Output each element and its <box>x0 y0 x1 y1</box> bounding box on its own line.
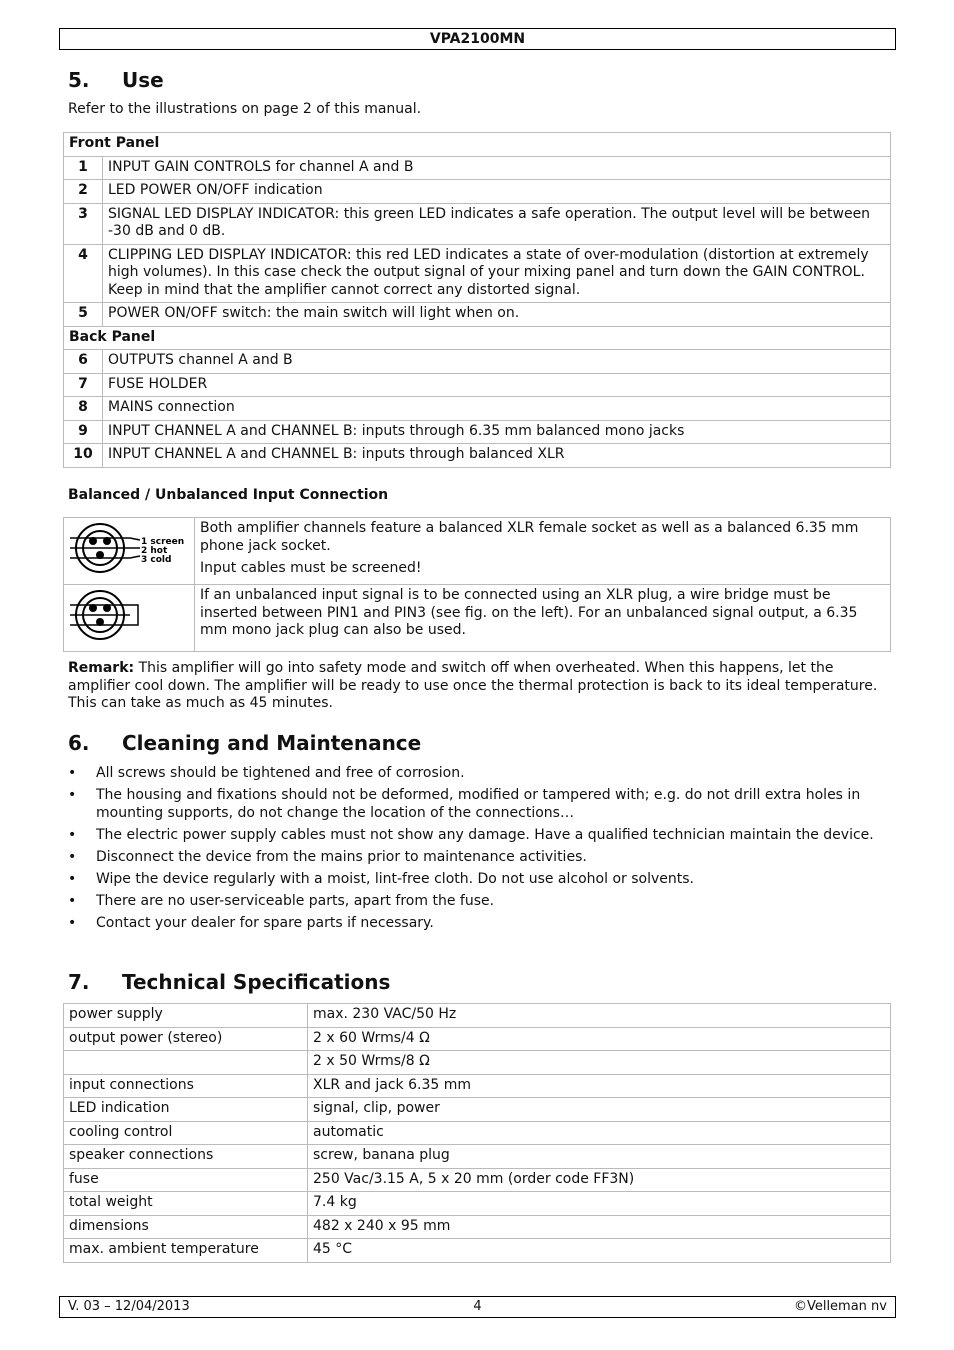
unbalanced-description: If an unbalanced input signal is to be connected using an XLR plug, a wire bridge must be inserted between PIN1 and PIN3 (see fig. on the left). For an unbalanced signal output, a 6.35 mm mono jack plug can also be used. <box>200 587 858 638</box>
panel-item-row <box>64 397 891 421</box>
panel-item-number: 9 <box>64 420 103 444</box>
spec-value: screw, banana plug <box>308 1145 891 1169</box>
spec-row <box>64 1074 891 1098</box>
bullet-icon: • <box>68 826 77 843</box>
spec-row <box>64 1168 891 1192</box>
panel-item-row <box>64 180 891 204</box>
spec-row <box>64 1215 891 1239</box>
front-panel-row <box>64 133 891 157</box>
spec-name: max. ambient temperature <box>64 1239 308 1263</box>
maintenance-list-item <box>68 849 888 867</box>
spec-row <box>64 1192 891 1216</box>
specifications-table <box>63 1003 891 1263</box>
spec-value: 2 x 50 Wrms/8 Ω <box>308 1051 891 1075</box>
pin-label-1: 1 screen <box>141 537 185 548</box>
bullet-icon: • <box>68 848 77 865</box>
panel-item-number: 6 <box>64 350 103 374</box>
spec-name: cooling control <box>64 1121 308 1145</box>
pin-label-3: 3 cold <box>141 555 172 566</box>
maintenance-list-item <box>68 787 888 822</box>
spec-value: 482 x 240 x 95 mm <box>308 1215 891 1239</box>
xlr-unbalanced-icon <box>64 585 194 645</box>
panel-item-number: 5 <box>64 303 103 327</box>
panel-item-number: 10 <box>64 444 103 468</box>
bullet-icon: • <box>68 892 77 909</box>
remark-paragraph <box>68 660 888 713</box>
spec-name: LED indication <box>64 1098 308 1122</box>
spec-value: 250 Vac/3.15 A, 5 x 20 mm (order code FF3N) <box>308 1168 891 1192</box>
screened-note: Input cables must be screened! <box>200 560 422 576</box>
panel-item-description: INPUT CHANNEL A and CHANNEL B: inputs through 6.35 mm balanced mono jacks <box>103 420 891 444</box>
maintenance-item-text: The housing and fixations should not be deformed, modified or tampered with; e.g. do not drill extra holes in mounting supports, do not change the location of the connections… <box>96 787 861 821</box>
panel-item-row <box>64 244 891 303</box>
panel-item-description: INPUT CHANNEL A and CHANNEL B: inputs through balanced XLR <box>103 444 891 468</box>
footer-version: V. 03 – 12/04/2013 <box>68 1299 190 1314</box>
spec-name: power supply <box>64 1004 308 1028</box>
maintenance-item-text: All screws should be tightened and free of corrosion. <box>96 765 465 781</box>
section-6-heading <box>68 731 421 755</box>
spec-row <box>64 1239 891 1263</box>
balanced-connection-table <box>63 517 891 652</box>
maintenance-item-text: Contact your dealer for spare parts if necessary. <box>96 915 434 932</box>
maintenance-list-item <box>68 827 888 845</box>
spec-name: input connections <box>64 1074 308 1098</box>
panel-item-description: POWER ON/OFF switch: the main switch will light when on. <box>103 303 891 327</box>
page-header <box>59 28 896 50</box>
maintenance-list-item <box>68 915 888 933</box>
panel-item-row <box>64 444 891 468</box>
section-7-heading <box>68 970 390 994</box>
balanced-heading: Balanced / Unbalanced Input Connection <box>68 487 389 503</box>
page-footer <box>59 1296 896 1318</box>
balanced-row <box>64 518 891 585</box>
maintenance-list-item <box>68 893 888 911</box>
front-panel-title: Front Panel <box>64 133 891 157</box>
spec-row <box>64 1098 891 1122</box>
spec-value: signal, clip, power <box>308 1098 891 1122</box>
footer-copyright: ©Velleman nv <box>793 1299 887 1314</box>
maintenance-item-text: There are no user-serviceable parts, apart from the fuse. <box>96 892 495 909</box>
panel-item-number: 7 <box>64 373 103 397</box>
footer-page-number: 4 <box>473 1299 482 1314</box>
spec-value: 2 x 60 Wrms/4 Ω <box>308 1027 891 1051</box>
maintenance-item-text: The electric power supply cables must not show any damage. Have a qualified technician maintain the device. <box>96 826 874 843</box>
section-5-title: Use <box>122 68 164 92</box>
maintenance-item-text: Wipe the device regularly with a moist, lint-free cloth. Do not use alcohol or solvents. <box>96 870 694 887</box>
panel-item-row <box>64 373 891 397</box>
panel-item-number: 8 <box>64 397 103 421</box>
panel-item-description: OUTPUTS channel A and B <box>103 350 891 374</box>
maintenance-list-item <box>68 871 888 889</box>
section-6-title: Cleaning and Maintenance <box>122 731 422 755</box>
bullet-icon: • <box>68 765 77 781</box>
remark-label: Remark: <box>68 660 135 676</box>
spec-name: speaker connections <box>64 1145 308 1169</box>
panel-item-description: MAINS connection <box>103 397 891 421</box>
unbalanced-figure-cell <box>64 585 195 652</box>
panel-item-number: 1 <box>64 156 103 180</box>
spec-value: 45 °C <box>308 1239 891 1263</box>
spec-row <box>64 1004 891 1028</box>
balanced-description: Both amplifier channels feature a balanced XLR female socket as well as a balanced 6.35 mm phone jack socket. <box>200 520 859 554</box>
panel-item-description: CLIPPING LED DISPLAY INDICATOR: this red LED indicates a state of over-modulation (distortion at extremely high volumes). In this case check the output signal of your mixing panel and turn down the GAIN CONTROL. Keep in mind that the amplifier cannot correct any distorted signal. <box>103 244 891 303</box>
section-5-heading <box>68 68 164 92</box>
xlr-balanced-icon <box>64 518 194 578</box>
spec-row <box>64 1145 891 1169</box>
panel-item-number: 2 <box>64 180 103 204</box>
panel-item-row <box>64 420 891 444</box>
panel-item-description: FUSE HOLDER <box>103 373 891 397</box>
balanced-text-cell <box>195 518 891 585</box>
section-6-number: 6. <box>68 731 90 755</box>
spec-name: fuse <box>64 1168 308 1192</box>
spec-name: dimensions <box>64 1215 308 1239</box>
back-panel-title: Back Panel <box>64 326 891 350</box>
balanced-figure-cell <box>64 518 195 585</box>
spec-value: 7.4 kg <box>308 1192 891 1216</box>
panel-item-number: 3 <box>64 203 103 244</box>
spec-name: output power (stereo) <box>64 1027 308 1051</box>
unbalanced-row <box>64 585 891 652</box>
pin-label-2: 2 hot <box>141 546 168 557</box>
spec-name: total weight <box>64 1192 308 1216</box>
section-5-intro: Refer to the illustrations on page 2 of this manual. <box>68 101 422 117</box>
panel-item-row <box>64 350 891 374</box>
panel-item-description: LED POWER ON/OFF indication <box>103 180 891 204</box>
spec-value: automatic <box>308 1121 891 1145</box>
bullet-icon: • <box>68 870 77 887</box>
panel-item-row <box>64 156 891 180</box>
document-title: VPA2100MN <box>429 31 526 47</box>
section-7-number: 7. <box>68 970 90 994</box>
spec-row <box>64 1051 891 1075</box>
panel-item-number: 4 <box>64 244 103 303</box>
bullet-icon: • <box>68 915 77 932</box>
spec-row <box>64 1121 891 1145</box>
bullet-icon: • <box>68 787 77 804</box>
back-panel-row <box>64 326 891 350</box>
front-back-panel-table <box>63 132 891 468</box>
section-7-title: Technical Specifications <box>122 970 391 994</box>
maintenance-item-text: Disconnect the device from the mains prior to maintenance activities. <box>96 848 587 865</box>
panel-item-description: INPUT GAIN CONTROLS for channel A and B <box>103 156 891 180</box>
spec-value: XLR and jack 6.35 mm <box>308 1074 891 1098</box>
panel-item-row <box>64 303 891 327</box>
section-5-number: 5. <box>68 68 90 92</box>
spec-name <box>64 1051 308 1075</box>
spec-row <box>64 1027 891 1051</box>
remark-text: This amplifier will go into safety mode and switch off when overheated. When this happens, let the amplifier cool down. The amplifier will be ready to use once the thermal protection is back to its ideal temperature. This can take as much as 45 minutes. <box>68 660 878 711</box>
unbalanced-text-cell <box>195 585 891 652</box>
panel-item-description: SIGNAL LED DISPLAY INDICATOR: this green LED indicates a safe operation. The output level will be between -30 dB and 0 dB. <box>103 203 891 244</box>
panel-item-row <box>64 203 891 244</box>
maintenance-list <box>68 765 888 937</box>
maintenance-list-item <box>68 765 888 783</box>
spec-value: max. 230 VAC/50 Hz <box>308 1004 891 1028</box>
